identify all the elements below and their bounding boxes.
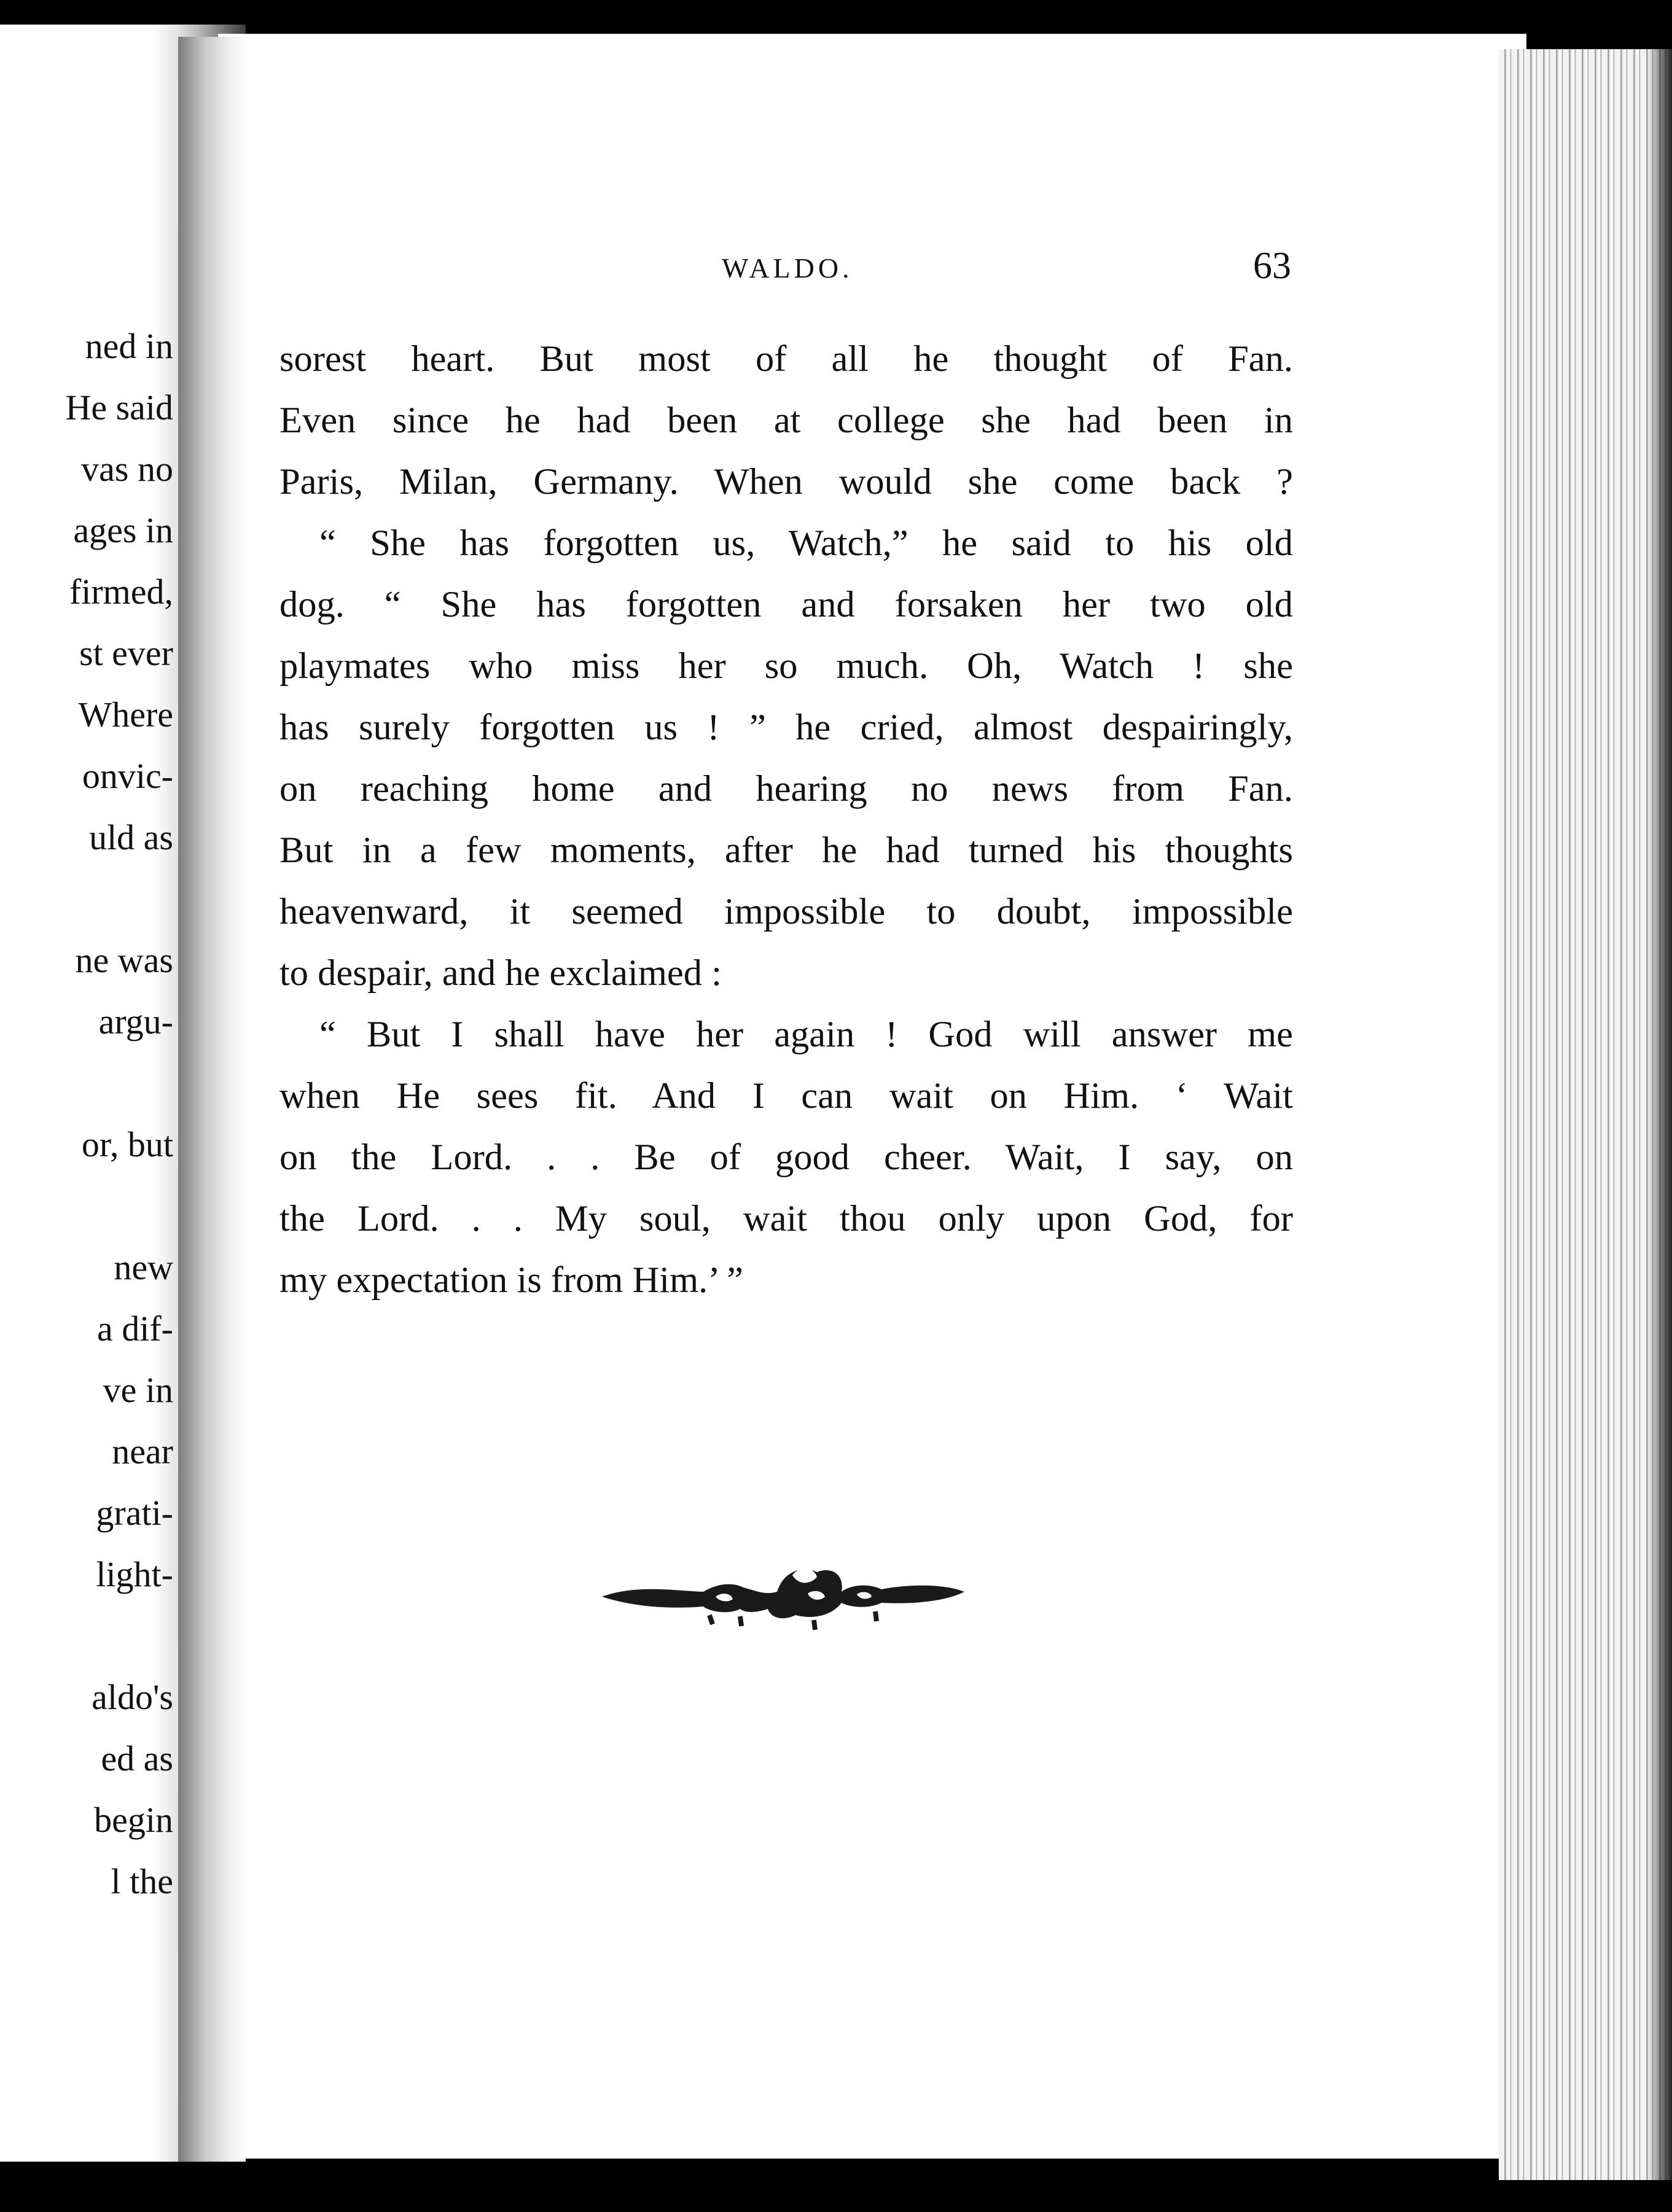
text-line: “ But I shall have her again ! God will answer me bbox=[319, 1014, 1293, 1055]
left-line: a dif- bbox=[97, 1309, 173, 1349]
left-line: ve in bbox=[103, 1370, 173, 1410]
gutter-shadow bbox=[178, 37, 246, 2162]
left-line: ed as bbox=[101, 1739, 173, 1778]
left-line: or, but bbox=[81, 1124, 173, 1164]
text-line: to despair, and he exclaimed : bbox=[279, 952, 722, 994]
text-line: on reaching home and hearing no news from Fan. bbox=[279, 768, 1293, 809]
text-line: heavenward, it seemed impossible to doubt, impossible bbox=[279, 891, 1293, 932]
text-line: playmates who miss her so much. Oh, Watch ! she bbox=[279, 645, 1293, 687]
text-line: “ She has forgotten us, Watch,” he said to his old bbox=[319, 523, 1293, 564]
text-line: the Lord. . . My soul, wait thou only upon God, for bbox=[279, 1198, 1293, 1239]
text-line: has surely forgotten us ! ” he cried, almost despairingly, bbox=[279, 707, 1293, 748]
text-line: But in a few moments, after he had turned his thoughts bbox=[279, 830, 1293, 871]
left-line: ned in bbox=[85, 326, 173, 366]
text-line: Paris, Milan, Germany. When would she come back ? bbox=[279, 461, 1293, 502]
body-text bbox=[279, 329, 1293, 1311]
left-line: ne was bbox=[75, 940, 173, 980]
running-head: WALDO. bbox=[722, 252, 853, 284]
text-line: sorest heart. But most of all he thought of Fan. bbox=[279, 338, 1293, 380]
page-edges bbox=[1499, 49, 1672, 2180]
left-line: new bbox=[114, 1247, 173, 1287]
left-line: near bbox=[112, 1431, 173, 1471]
left-line: onvic- bbox=[82, 756, 173, 796]
left-line: Where bbox=[78, 695, 173, 734]
left-line: He said bbox=[65, 387, 173, 427]
left-line: firmed, bbox=[69, 572, 173, 612]
left-line: ages in bbox=[73, 510, 173, 550]
left-line: begin bbox=[94, 1800, 173, 1840]
text-line: on the Lord. . . Be of good cheer. Wait, I say, on bbox=[279, 1137, 1293, 1178]
text-line: when He sees fit. And I can wait on Him. ‘ Wait bbox=[279, 1075, 1293, 1116]
left-line: light- bbox=[96, 1554, 173, 1594]
floral-tailpiece-icon bbox=[599, 1548, 967, 1640]
left-line: l the bbox=[111, 1861, 173, 1901]
text-line: my expectation is from Him.’ ” bbox=[279, 1260, 743, 1301]
left-line: st ever bbox=[79, 633, 173, 673]
left-line: grati- bbox=[96, 1493, 173, 1533]
text-line: Even since he had been at college she had been in bbox=[279, 400, 1293, 441]
page-number: 63 bbox=[1253, 245, 1291, 287]
left-line: aldo's bbox=[92, 1677, 173, 1717]
left-line: uld as bbox=[89, 817, 173, 857]
text-line: dog. “ She has forgotten and forsaken her two old bbox=[279, 584, 1293, 625]
left-line: vas no bbox=[81, 449, 173, 489]
left-line: argu- bbox=[98, 1002, 173, 1042]
